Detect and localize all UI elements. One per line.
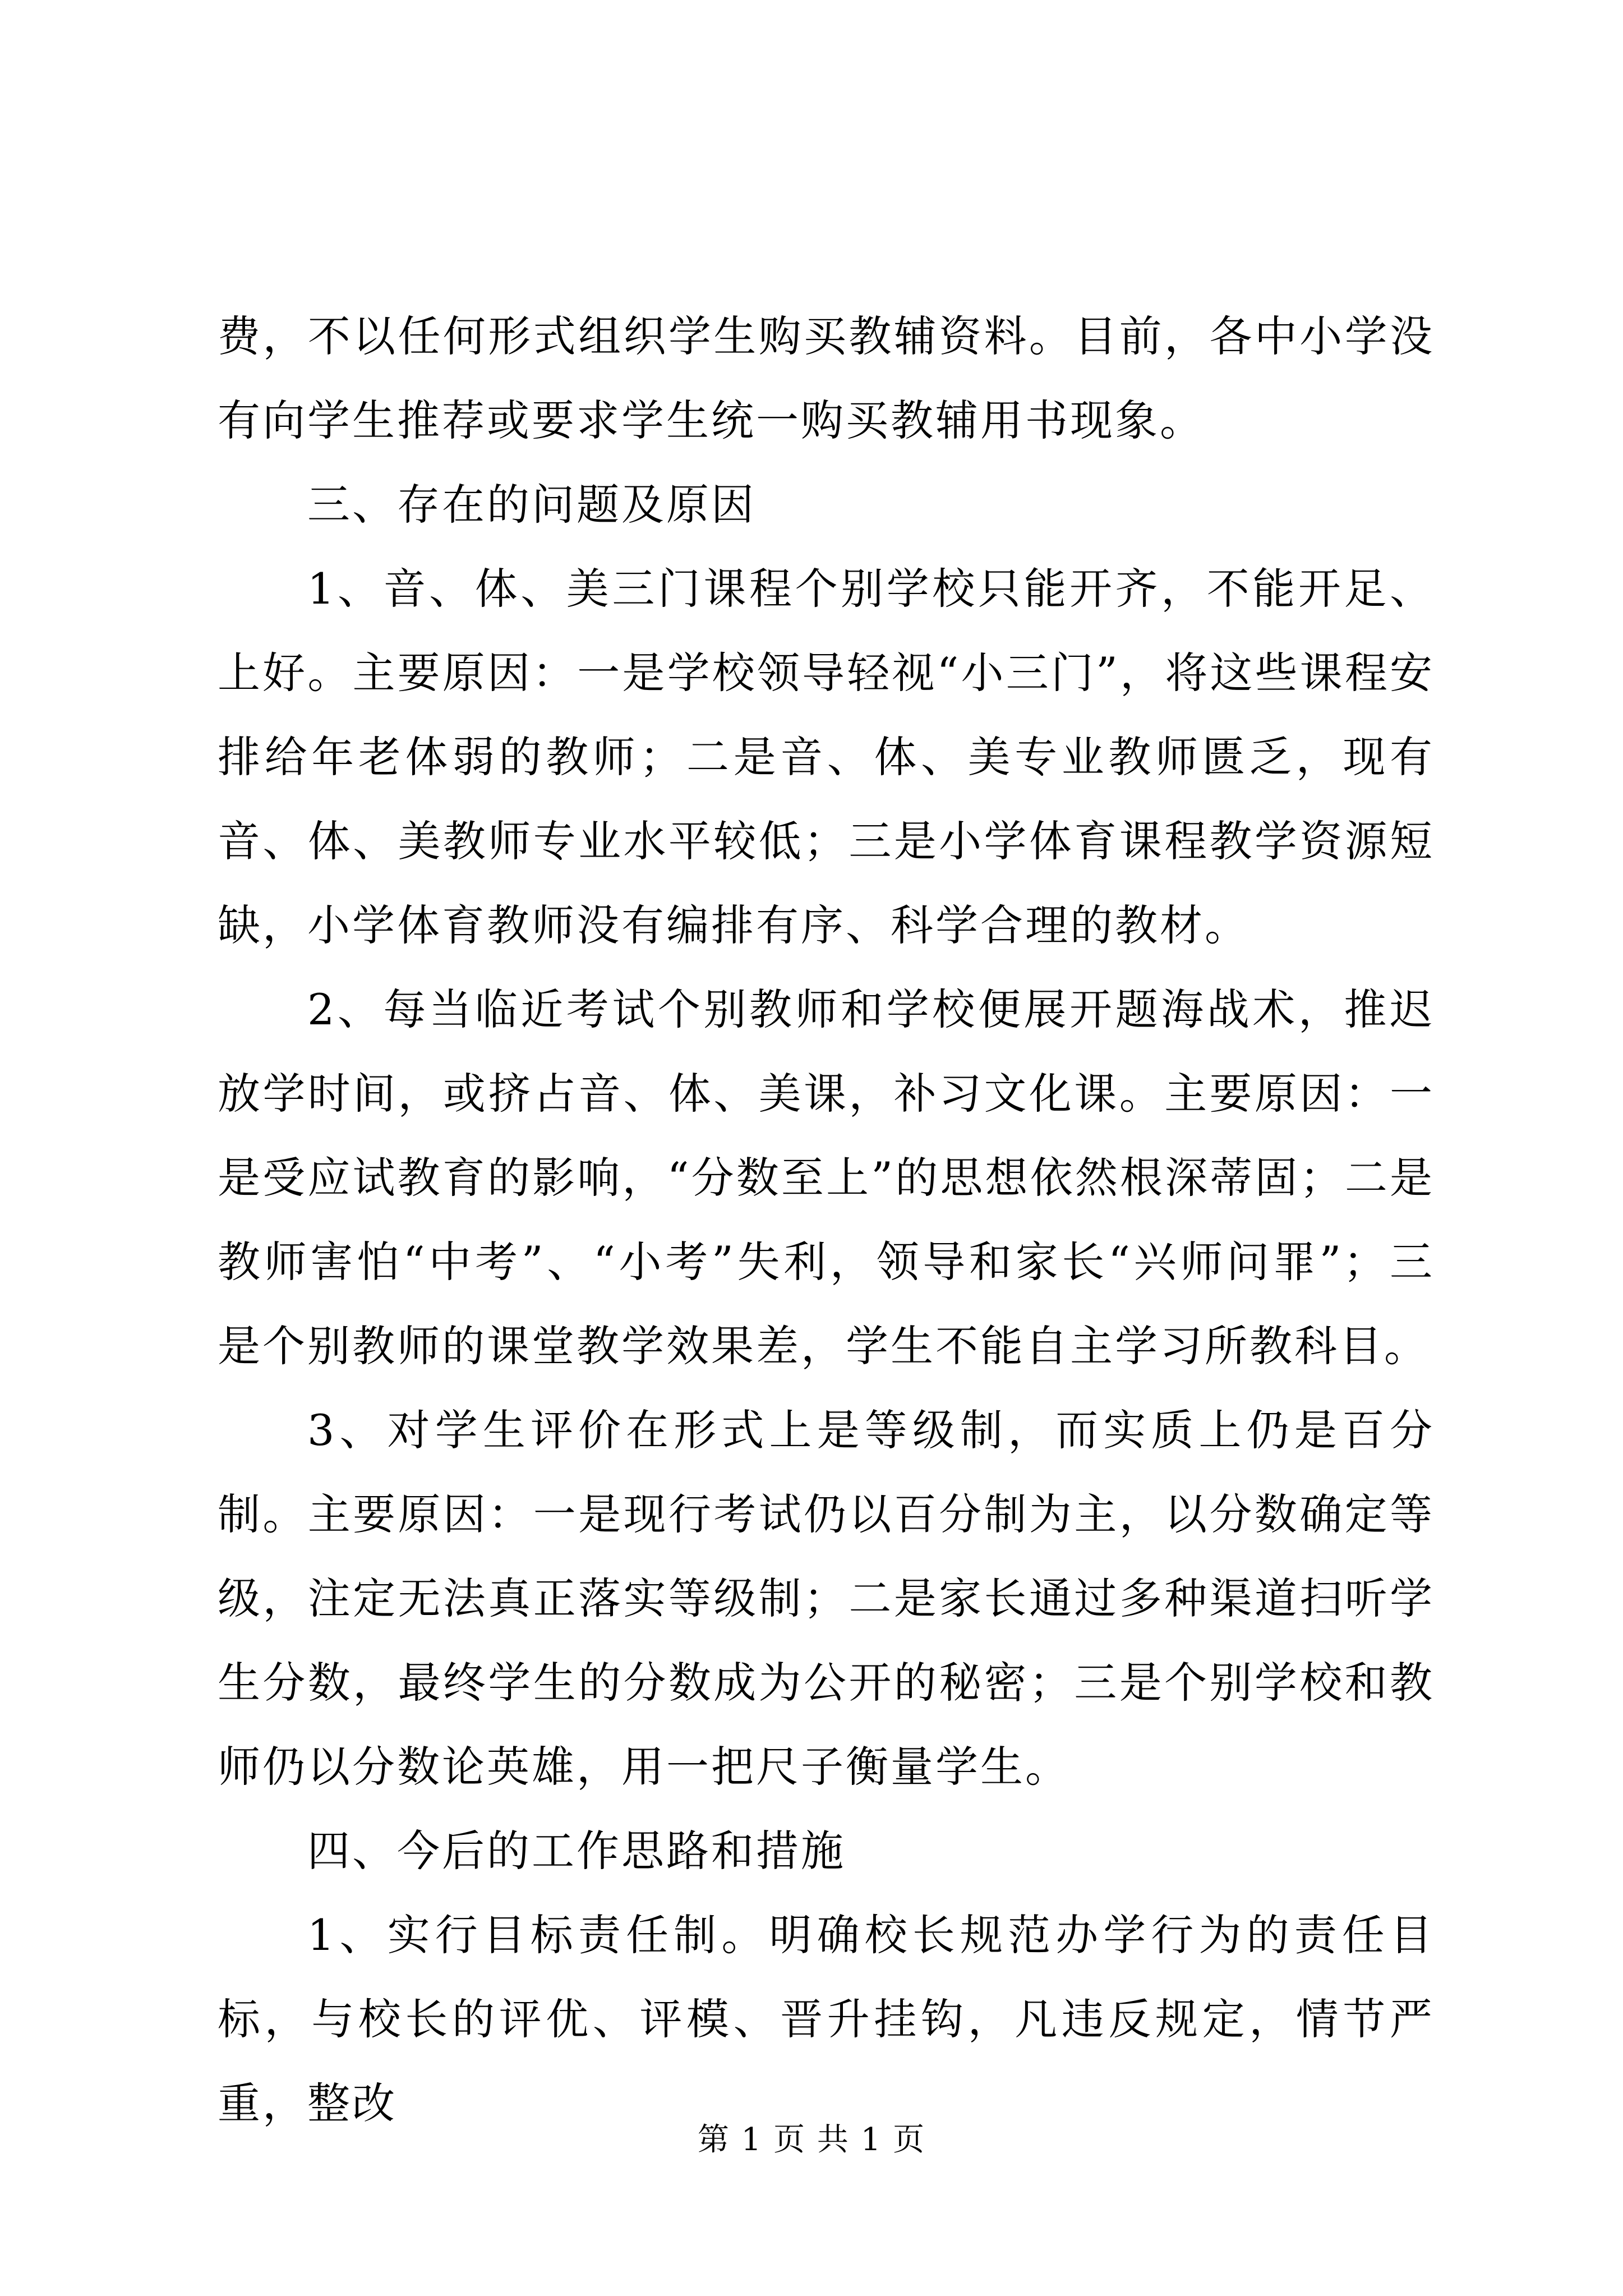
page-footer: 第 1 页 共 1 页 (697, 2122, 926, 2158)
document-body (218, 295, 1435, 2146)
section-heading: 四、今后的工作思路和措施 (307, 1826, 846, 1876)
paragraph: 费，不以任何形式组织学生购买教辅资料。目前，各中小学没有向学生推荐或要求学生统一购买教辅用书现象。 (218, 311, 1435, 445)
paragraph: 1、音、体、美三门课程个别学校只能开齐，不能开足、上好。主要原因：一是学校领导轻视“小三门”，将这些课程安排给年老体弱的教师；二是音、体、美专业教师匮乏，现有音、体、美教师专业水平较低；三是小学体育课程教学资源短缺，小学体育教师没有编排有序、科学合理的教材。 (218, 564, 1435, 950)
paragraph: 3、对学生评价在形式上是等级制，而实质上仍是百分制。主要原因：一是现行考试仍以百分制为主，以分数确定等级，注定无法真正落实等级制；二是家长通过多种渠道扫听学生分数，最终学生的分数成为公开的秘密；三是个别学校和教师仍以分数论英雄，用一把尺子衡量学生。 (218, 1405, 1435, 1792)
paragraph: 1、实行目标责任制。明确校长规范办学行为的责任目标，与校长的评优、评模、晋升挂钩，凡违反规定，情节严重，整改 (218, 1910, 1435, 2128)
section-heading: 三、存在的问题及原因 (307, 480, 756, 530)
paragraph: 2、每当临近考试个别教师和学校便展开题海战术，推迟放学时间，或挤占音、体、美课，补习文化课。主要原因：一是受应试教育的影响，“分数至上”的思想依然根深蒂固；二是教师害怕“中考”、“小考”失利，领导和家长“兴师问罪”；三是个别教师的课堂教学效果差，学生不能自主学习所教科目。 (218, 984, 1435, 1371)
